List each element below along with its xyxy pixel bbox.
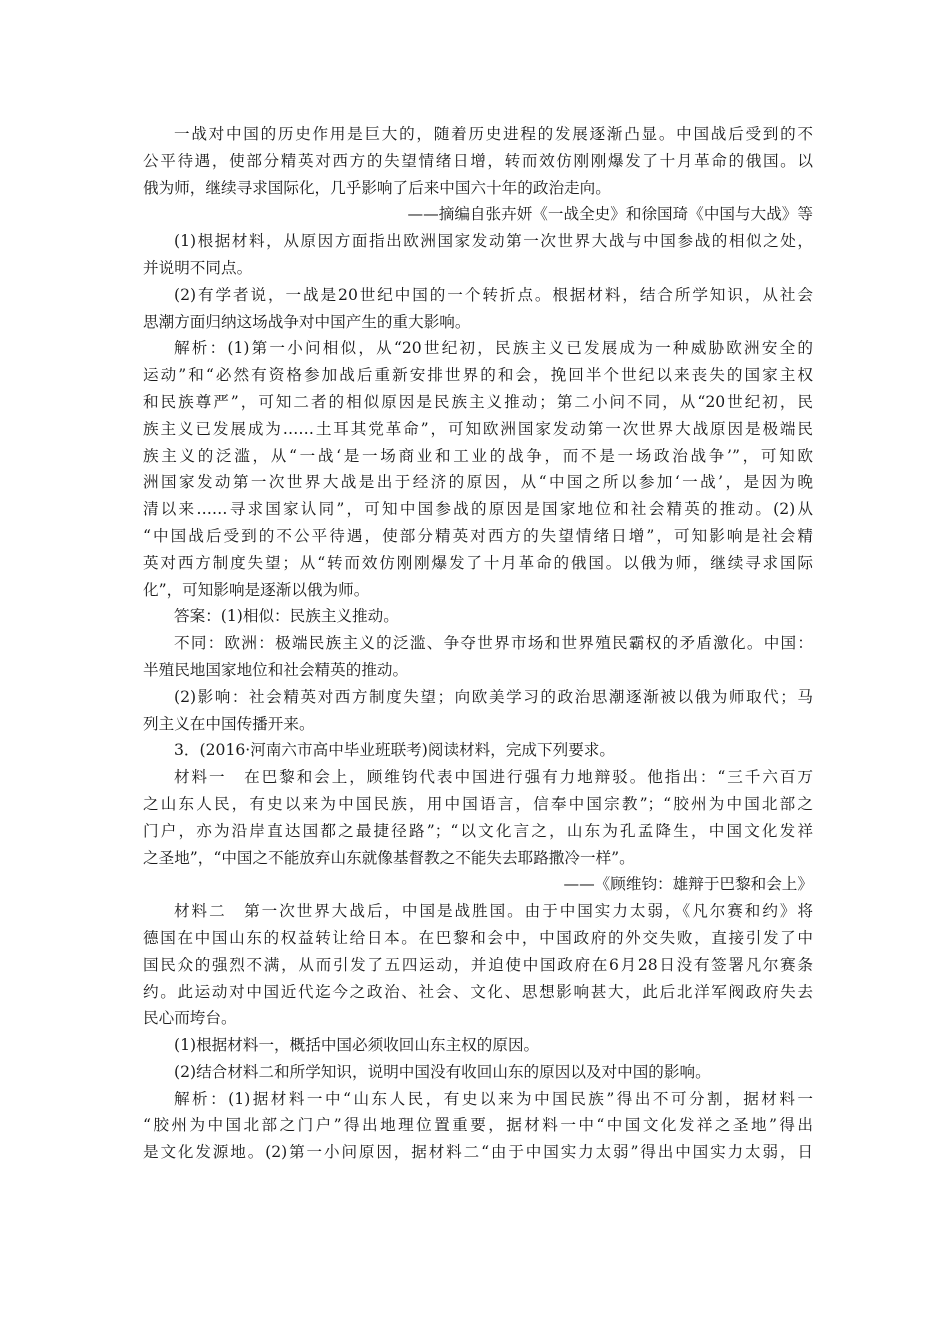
- text-line: 之圣地”，“中国之不能放弃山东就像基督教之不能失去耶路撒冷一样”。: [143, 848, 635, 867]
- text-line: 门户，亦为沿岸直达国都之最捷径路”；“以文化言之，山东为孔孟降生，中国文化发祥: [143, 821, 813, 840]
- text-line: 不同：欧洲：极端民族主义的泛滥、争夺世界市场和世界殖民霸权的矛盾激化。中国：: [174, 634, 813, 653]
- text-line: (2)结合材料二和所学知识，说明中国没有收回山东的原因以及对中国的影响。: [174, 1062, 711, 1081]
- text-line: 和民族尊严”，可知二者的相似原因是民族主义推动；第二小问不同，从“20世纪初，民: [143, 392, 813, 411]
- text-line: 德国在中国山东的权益转让给日本。在巴黎和会中，中国政府的外交失败，直接引发了中: [143, 928, 813, 947]
- text-line: 解析：(1)据材料一中“山东人民，有史以来为中国民族”得出不可分割，据材料一: [174, 1089, 813, 1108]
- text-line: 并说明不同点。: [143, 258, 253, 277]
- text-line: 运动”和“必然有资格参加战后重新安排世界的和会，挽回半个世纪以来丧失的国家主权: [143, 366, 813, 385]
- text-line: 材料二 第一次世界大战后，中国是战胜国。由于中国实力太弱，《凡尔赛和约》将: [174, 902, 813, 921]
- text-line: 半殖民地国家地位和社会精英的推动。: [143, 660, 409, 679]
- text-line: 英对西方制度失望；从“转而效仿刚刚爆发了十月革命的俄国。以俄为师，继续寻求国际: [143, 553, 813, 572]
- text-line: 3．(2016·河南六市高中毕业班联考)阅读材料，完成下列要求。: [174, 741, 615, 760]
- text-line: 国民众的强烈不满，从而引发了五四运动，并迫使中国政府在6月28日没有签署凡尔赛条: [143, 955, 813, 974]
- text-line: 解析：(1)第一小问相似，从“20世纪初，民族主义已发展成为一种威胁欧洲安全的: [174, 339, 813, 358]
- text-line: 约。此运动对中国近代迄今之政治、社会、文化、思想影响甚大，此后北洋军阀政府失去: [143, 982, 813, 1001]
- text-line: 之山东人民，有史以来为中国民族，用中国语言，信奉中国宗教”；“胶州为中国北部之: [143, 794, 813, 813]
- text-line: 列主义在中国传播开来。: [143, 714, 315, 733]
- text-line: “胶州为中国北部之门户”得出地理位置重要，据材料一中“中国文化发祥之圣地”得出: [143, 1116, 813, 1135]
- text-line: 清以来……寻求国家认同”，可知中国参战的原因是国家地位和社会精英的推动。(2)从: [143, 500, 813, 519]
- text-line: ——《顾维钧：雄辩于巴黎和会上》: [563, 875, 813, 894]
- text-line: (2)影响：社会精英对西方制度失望；向欧美学习的政治思潮逐渐被以俄为师取代；马: [174, 687, 813, 706]
- text-line: 民心而垮台。: [143, 1009, 237, 1028]
- text-line: 化”，可知影响是逐渐以俄为师。: [143, 580, 370, 599]
- document-body: [143, 121, 813, 1166]
- text-line: 俄为师，继续寻求国际化，几乎影响了后来中国六十年的政治走向。: [143, 178, 611, 197]
- text-line: 材料一 在巴黎和会上，顾维钧代表中国进行强有力地辩驳。他指出：“三千六百万: [174, 768, 813, 787]
- text-line: 一战对中国的历史作用是巨大的，随着历史进程的发展逐渐凸显。中国战后受到的不: [174, 125, 813, 143]
- text-line: (2)有学者说，一战是20世纪中国的一个转折点。根据材料，结合所学知识，从社会: [174, 285, 813, 304]
- text-line: “中国战后受到的不公平待遇，使部分精英对西方的失望情绪日增”，可知影响是社会精: [143, 526, 813, 545]
- text-line: 是文化发源地。(2)第一小问原因，据材料二“由于中国实力太弱”得出中国实力太弱，日: [143, 1143, 813, 1162]
- text-line: (1)根据材料一，概括中国必须收回山东主权的原因。: [174, 1036, 540, 1055]
- text-line: (1)根据材料，从原因方面指出欧洲国家发动第一次世界大战与中国参战的相似之处，: [174, 232, 813, 251]
- text-line: 公平待遇，使部分精英对西方的失望情绪日增，转而效仿刚刚爆发了十月革命的俄国。以: [143, 151, 813, 170]
- text-line: ——摘编自张卉妍《一战全史》和徐国琦《中国与大战》等: [407, 205, 813, 224]
- text-line: 族主义已发展成为……土耳其党革命”，可知欧洲国家发动第一次世界大战原因是极端民: [143, 419, 813, 438]
- text-line: 洲国家发动第一次世界大战是出于经济的原因，从“中国之所以参加‘一战’，是因为晚: [143, 473, 813, 492]
- text-line: 族主义的泛滥，从“一战‘是一场商业和工业的战争，而不是一场政治战争’”，可知欧: [143, 446, 813, 465]
- text-line: 答案：(1)相似：民族主义推动。: [174, 607, 399, 626]
- text-line: 思潮方面归纳这场战争对中国产生的重大影响。: [143, 312, 471, 331]
